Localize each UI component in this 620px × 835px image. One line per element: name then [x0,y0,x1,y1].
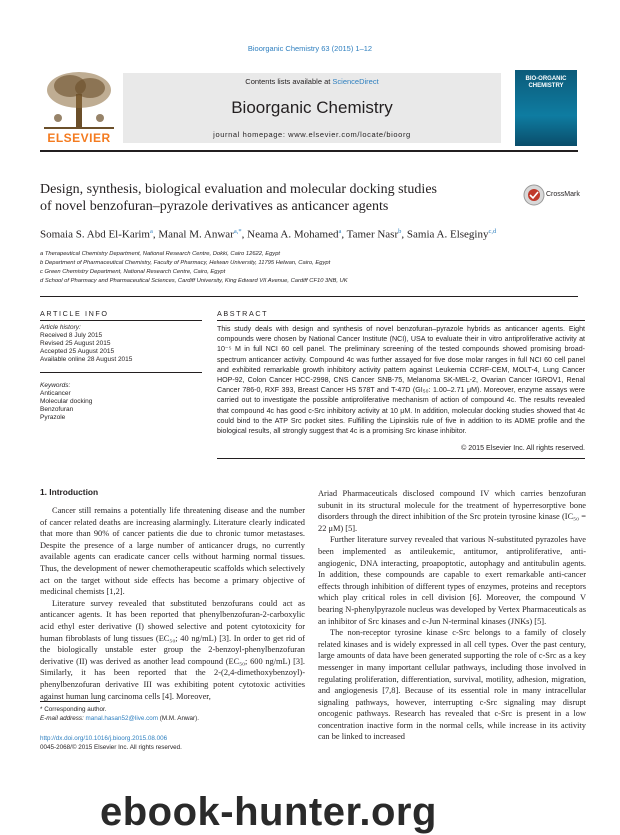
author-affiliation-mark[interactable]: a [338,228,342,235]
author-affiliation-mark[interactable]: b [398,228,402,235]
title-line-1: Design, synthesis, biological evaluation and molecular docking studies [40,182,437,197]
crossmark-icon[interactable] [523,184,545,206]
affiliation: b Department of Pharmaceutical Chemistry, Faculty of Pharmacy, Helwan University, 11795 Helwan, Cairo, Egypt [40,260,331,266]
author-affiliation-mark[interactable]: a,* [233,228,242,235]
contents-line [123,77,501,86]
history-entry: Revised 25 August 2015 [40,340,111,347]
sciencedirect-link[interactable]: ScienceDirect [332,77,379,86]
abstract-heading: ABSTRACT [217,309,269,318]
abstract-text: This study deals with design and synthesis of novel benzofuran–pyrazole hybrids as anticancer agents. Eight compounds were chosen by National Cancer Institute (NCI), USA to evaluate their in vitro antiproliferative activity at 10⁻⁵ M in full NCI 60 cell panel. The preliminary screening of the tested compounds showed promising broad-spectrum anticancer activity. Compound 4c was further assayed for five dose molar ranges in full NCI 60 cell panel and exhibited remarkable growth inhibitory activity pattern against Leukemia CCRF-CEM, MOLT-4, Lung Cancer HOP-92, Colon Cancer HCC-2998, CNS Cancer SNB-75, Melanoma SK-MEL-2, Ovarian Cancer IGROV1, Renal Cancer 786-0, RXF 393, Breast Cancer HS 578T and T-47D (GI₅₀: 1.00–2.71 μM). Moreover, enzyme assays were carried out to investigate the possible antiproliferative mechanism of action of compound 4c. The results revealed that compound 4c has good c-Src inhibitory activity at 10 μM. In addition, molecular docking studies showed that 4c could bind to the ATP Src pocket sites. Fulfilling the Lipinskiis rule of five in addition to its ADME profile and the biological results, all strongly suggest that 4c is a promising Src kinase inhibitor. [217,325,585,436]
title-line-2: of novel benzofuran–pyrazole derivatives as anticancer agents [40,199,389,214]
issn-line: 0045-2068/© 2015 Elsevier Inc. All rights reserved. [40,744,182,751]
abstract-rule [217,320,585,321]
corresponding-author-note: * Corresponding author. [40,706,107,713]
running-head[interactable]: Bioorganic Chemistry 63 (2015) 1–12 [247,44,373,53]
email-suffix: (M.M. Anwar). [158,715,199,722]
author[interactable]: Manal M. Anwar [158,228,234,241]
author-affiliation-mark[interactable]: a [150,228,153,235]
affiliation: c Green Chemistry Department, National Research Centre, Cairo, Egypt [40,269,226,275]
body-paragraph: The non-receptor tyrosine kinase c-Src belongs to a family of closely related kinases and is widely expressed in all cell types. Over the past century, large amounts of data have been generated supporting the role of c-Src as a key messenger in many important cellular pathways, including those involved in regulating proliferation, differentiation, survival, motility, adhesion, migration, and angiogenesis [7,8]. Because of its essential role in many intracellular signaling pathways, however, interrupting c-Src signaling may disrupt oncogenic pathways. Research has revealed that c-Src is present in a low concentration inactive form in the normal cells, while increase in its activity can be linked to increased [318,628,586,742]
author[interactable]: Somaia S. Abd El-Karim [40,228,150,241]
body-paragraph: Cancer still remains a potentially life threatening disease and the number of cancer related deaths are increasing alarmingly. Literature clearly indicated that more than 90% of cancer patients die due to chronic tumor metastases. Despite the presence of a large number of anticancer drugs, no currently available agents can eradicate cancer cells without harming normal tissues. Thus, the development of newer chemotherapeutic scaffolds which selectively act on the target without side effects has become a primary objective of medicinal chemists [1,2]. [40,506,305,597]
body-paragraph: Further literature survey revealed that various N-substituted pyrazoles have been implemented as antileukemic, antitumor, antiproliferative, anti-angiogenic, DNA interacting, proapoptotic, autophagy and antitubulin agents. In addition, these compounds are capable to exert remarkable anti-cancer effects through inhibition of different types of enzymes, proteins and receptors which play critical roles in cell division [6]. Moreover, the compound V bearing N-phenylpyrazole nucleus was developed by Vertex Pharmaceuticals as an inhibitor of Src kinases and c-Jun N-terminal kinases (JNKs) [5]. [318,535,586,626]
author-list: Somaia S. Abd El-Karim$^a$, Manal M. Anwar$^{a,*}$, Neama A. Mohamed$^a$, Tamer Nasr$^b$, Samia A. Elseginy$^{c,d}$ [40,228,497,241]
keywords-rule [40,372,202,373]
history-label: Article history: [40,324,81,331]
footnote-rule [40,701,100,702]
keywords-label: Keywords: [40,382,71,389]
abstract-bottom-rule [217,458,585,459]
body-paragraph: Ariad Pharmaceuticals disclosed compound IV which carries benzofuran subunit in its structural molecule for the treatment of hyperresorptive bone disorders through the direct inhibition of the Src protein tyrosine kinase (IC₅₀ = 22 μM) [5]. [318,489,586,533]
author[interactable]: Neama A. Mohamed [247,228,339,241]
body-paragraph: Literature survey revealed that substituted benzofurans could act as anticancer agents. It has been reported that phenylbenzofuran-2-carboxylic acid ethyl ester derivative (I) showed selective and potent cytotoxicity for human fibroblasts of lung tissues (EC₅₀; 40 ng/mL) [3]. In order to get rid of the biologically unstable ester group the 2-benzoyl-phenylbenzofuran derivative (II) was derived as another lead compound (EC₅₀; 600 ng/mL) [3]. Similarly, it has been reported that the 2-(2,4-dimethoxybenzoyl)-phenylbenzofuran derivative III was exhibiting potent cytotoxic activities against human lung carcinoma cells [4]. Moreover, [40,598,305,701]
doi-link[interactable]: http://dx.doi.org/10.1016/j.bioorg.2015.08.006 [40,735,168,742]
author[interactable]: Samia A. Elseginy [406,228,489,241]
abstract-copyright: © 2015 Elsevier Inc. All rights reserved. [461,444,585,452]
crossmark-label[interactable]: CrossMark [546,191,580,198]
elsevier-wordmark: ELSEVIER [47,131,111,145]
article-info-rule [40,320,202,321]
history-entry: Accepted 25 August 2015 [40,348,115,355]
keyword: Anticancer [40,390,71,397]
body-column-right [318,488,586,743]
watermark: ebook-hunter.org [100,790,437,834]
history-entry: Received 8 July 2015 [40,332,103,339]
author[interactable]: Tamer Nasr [346,228,399,241]
cover-title: BIO-ORGANIC CHEMISTRY [525,76,567,89]
section-heading: 1. Introduction [40,487,99,497]
affiliation: a Therapeutical Chemistry Department, National Research Centre, Dokki, Cairo 12622, Egypt [40,251,281,257]
keyword: Molecular docking [40,398,93,405]
email-link[interactable]: manal.hasan52@live.com [85,715,159,722]
article-title [40,181,500,215]
journal-homepage-link[interactable]: journal homepage: www.elsevier.com/locate/bioorg [213,130,411,139]
history-entry: Available online 28 August 2015 [40,356,133,363]
contents-prefix: Contents lists available at [245,77,333,86]
affiliation: d School of Pharmacy and Pharmaceutical Sciences, Cardiff University, King Edward VII Avenue, Cardiff CF10 3NB, UK [40,278,348,284]
email-footnote [40,715,199,722]
masthead-rule [40,150,578,152]
keyword: Pyrazole [40,414,66,421]
keyword: Benzofuran [40,406,74,413]
header-rule [40,296,578,297]
body-column-left [40,505,305,702]
journal-name: Bioorganic Chemistry [231,98,393,117]
email-label: E-mail address: [40,715,86,722]
author-affiliation-mark[interactable]: c,d [488,228,497,235]
article-info-heading: ARTICLE INFO [40,309,109,318]
